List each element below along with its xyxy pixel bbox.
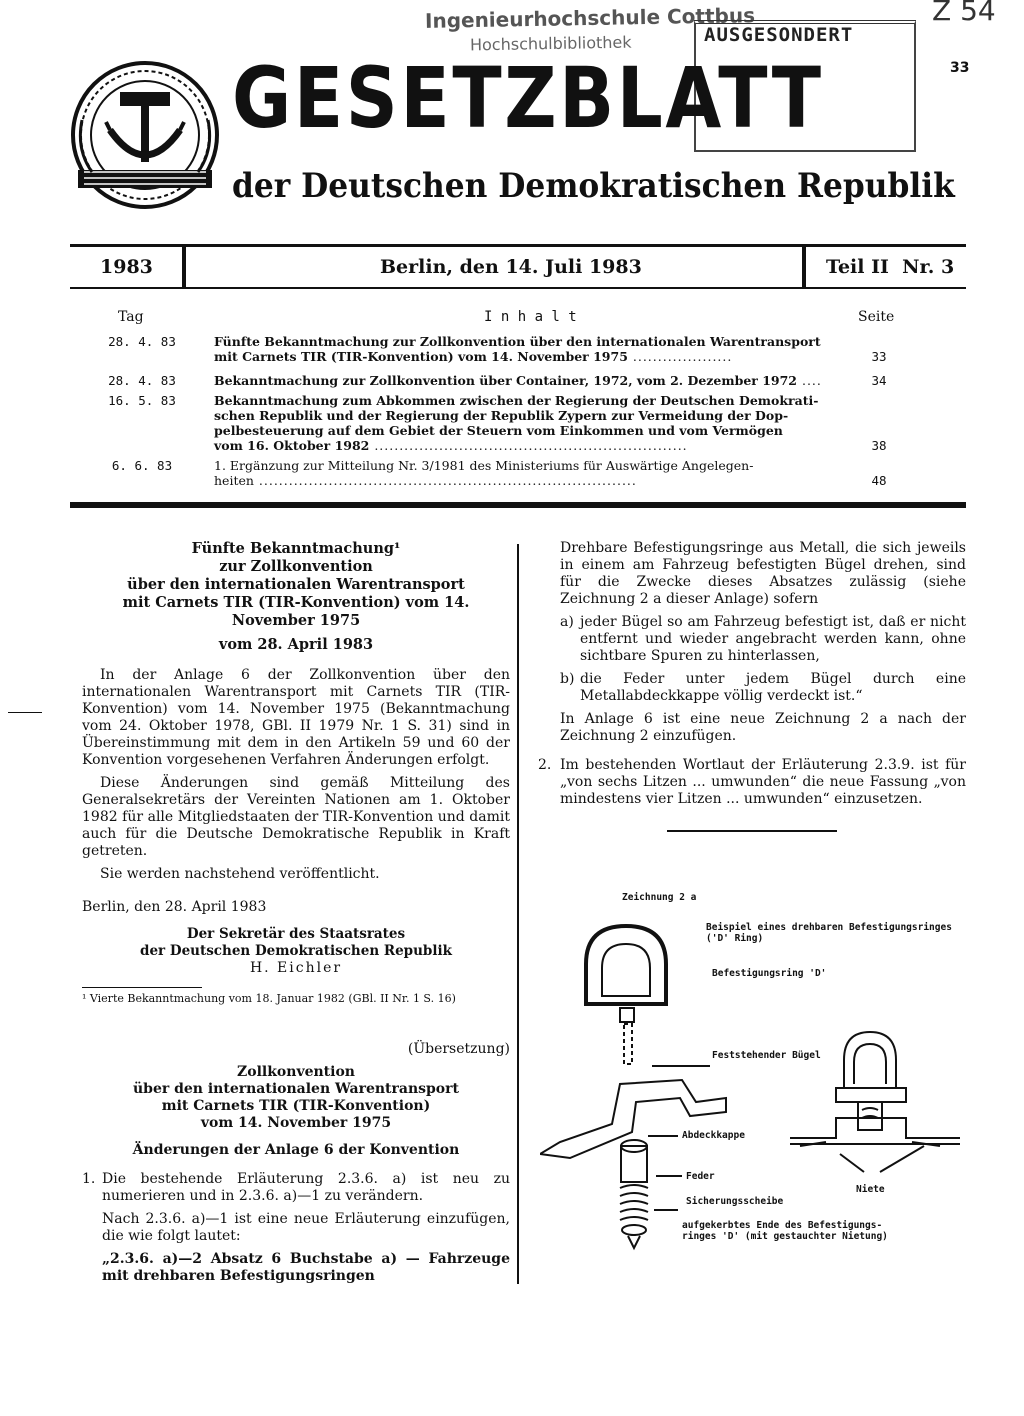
item-number: 2.	[538, 757, 552, 773]
figure-caption-example	[706, 922, 952, 944]
translation-note: (Übersetzung)	[407, 1041, 510, 1057]
list-item-a	[538, 614, 966, 665]
masthead-title: GESETZBLATT	[232, 49, 824, 147]
paragraph: Im bestehenden Wortlaut der Erläuterung 2.3.9. ist für „von sechs Litzen ... umwunden“ die neue Fassung „von mindestens vier Litzen ... umwunden“ einzusetzen.	[560, 757, 966, 807]
library-stamp-line1: Ingenieurhochschule Cottbus	[424, 3, 756, 33]
paragraph: jeder Bügel so am Fahrzeug befestigt ist, daß er nicht entfernt und wieder angebracht werden kann, ohne sichtbare Spuren zu hinterlassen,	[580, 614, 966, 664]
gdr-emblem-icon	[70, 60, 220, 210]
status-stamp: AUSGESONDERT	[704, 24, 854, 46]
label-bracket: Feststehender Bügel	[712, 1050, 821, 1061]
toc-header-date: Tag	[118, 309, 144, 325]
toc-entry-title: Bekanntmachung zum Abkommen zwischen der Regierung der Deutschen Demokrati- schen Republik und der Regierung der Republik Zypern zur Vermeidung der Dop- pelbesteuerung auf dem Gebiet der Steuern vom Einkommen und vom Vermögen vom 16. Oktober 1982 ...............................................................	[214, 393, 826, 453]
label-ring: Befestigungsring 'D'	[712, 968, 827, 979]
paragraph: In der Anlage 6 der Zollkonvention über den internationalen Warentransport mit Carnets TIR (TIR-Konvention) vom 14. November 1975 (Bekanntmachung vom 24. Oktober 1978, GBl. II 1979 Nr. 1 S. 31) sind in Übereinstimmung mit dem in den Artikeln 59 und 60 der Konvention vorgesehenen Verfahren Änderungen erfolgt.	[82, 667, 510, 768]
toc-line: Bekanntmachung zur Zollkonvention über Container, 1972, vom 2. Dezember 1972	[214, 373, 797, 388]
place-date: Berlin, den 28. April 1983	[82, 899, 267, 915]
heading-line: mit Carnets TIR (TIR-Konvention)	[161, 1098, 431, 1114]
announcement-heading	[82, 540, 510, 630]
toc-line: heiten	[214, 473, 254, 488]
issue-info-bar	[70, 244, 966, 289]
figure-title: Zeichnung 2 a	[622, 892, 697, 903]
item-label: b)	[560, 671, 575, 687]
toc-entry-title: 1. Ergänzung zur Mitteilung Nr. 3/1981 des Ministeriums für Auswärtige Angelegen- heiten ............................................................................	[214, 458, 826, 488]
label-spring: Feder	[686, 1171, 715, 1182]
signatory-line: Der Sekretär des Staatsrates	[186, 926, 406, 942]
paragraph: In Anlage 6 ist eine neue Zeichnung 2 a nach der Zeichnung 2 einzufügen.	[560, 711, 966, 744]
heading-line: vom 14. November 1975	[200, 1115, 392, 1131]
amendments-heading: Änderungen der Anlage 6 der Konvention	[132, 1142, 460, 1158]
paragraph: Diese Änderungen sind gemäß Mitteilung des Generalsekretärs der Vereinten Nationen am 1. Oktober 1982 für alle Mitgliedstaaten der TIR-Konvention und damit auch für die Deutsche Demokratische Republik in Kraft getreten.	[82, 775, 510, 859]
caption-line: Beispiel eines drehbaren Befestigungsringes	[706, 922, 952, 933]
toc-entry-date: 6. 6. 83	[111, 458, 173, 473]
quote: „2.3.6. a)—2 Absatz 6 Buchstabe a) — Fahrzeuge mit drehbaren Befestigungsringen	[102, 1251, 510, 1284]
toc-entry-title: Bekanntmachung zur Zollkonvention über Container, 1972, vom 2. Dezember 1972 ....	[214, 373, 822, 388]
toc-entry-date: 28. 4. 83	[108, 334, 176, 349]
toc-entry-page: 34	[871, 373, 887, 388]
toc-line: Fünfte Bekanntmachung zur Zollkonvention über den internationalen Warentransport	[214, 334, 821, 349]
masthead-subtitle: der Deutschen Demokratischen Republik	[232, 166, 955, 206]
paragraph: Nach 2.3.6. a)—1 ist eine neue Erläuterung einzufügen, die wie folgt lautet:	[102, 1211, 510, 1244]
label-rivet: Niete	[856, 1184, 885, 1195]
heading-line: Fünfte Bekanntmachung¹	[191, 540, 401, 557]
left-column	[82, 540, 510, 1291]
heading-line: Zollkonvention	[237, 1064, 355, 1080]
issue-year: 1983	[100, 256, 153, 278]
issue-part: Teil II Nr. 3	[826, 256, 955, 278]
toc-header-page: Seite	[858, 309, 895, 325]
paragraph: Sie werden nachstehend veröffentlicht.	[100, 866, 380, 882]
heading-line: mit Carnets TIR (TIR-Konvention) vom 14. November 1975	[122, 594, 470, 629]
toc-line: vom 16. Oktober 1982	[214, 438, 370, 453]
paragraph: Die bestehende Erläuterung 2.3.6. a) ist neu zu numerieren und in 2.3.6. a)—1 zu verändern.	[102, 1171, 510, 1204]
list-item-b	[538, 671, 966, 705]
toc-header-title: I n h a l t	[484, 309, 577, 325]
label-cap: Abdeckkappe	[682, 1130, 745, 1141]
label-end	[682, 1220, 888, 1242]
margin-mark	[8, 712, 42, 713]
figure-zeichnung-2a	[540, 884, 980, 1254]
convention-heading	[82, 1064, 510, 1132]
footnote-rule	[82, 987, 202, 988]
toc-entry-title: Fünfte Bekanntmachung zur Zollkonvention über den internationalen Warentransport mit Carnets TIR (TIR-Konvention) vom 14. November 1975 ....................	[214, 334, 826, 364]
item-label: a)	[560, 614, 574, 630]
amendment-item-2	[538, 757, 966, 808]
toc-line: Bekanntmachung zum Abkommen zwischen der Regierung der Deutschen Demokrati-	[214, 393, 819, 408]
paragraph: die Feder unter jedem Bügel durch eine Metallabdeckkappe völlig verdeckt ist.“	[580, 671, 966, 704]
announcement-date: vom 28. April 1983	[218, 636, 374, 653]
toc-line: schen Republik und der Regierung der Republik Zypern zur Vermeidung der Dop-	[214, 408, 789, 423]
signatory-line: der Deutschen Demokratischen Republik	[140, 943, 452, 959]
heading-line: zur Zollkonvention	[219, 558, 373, 575]
caption-line: ('D' Ring)	[706, 933, 764, 944]
toc-entry-page: 33	[871, 349, 887, 364]
right-column	[538, 540, 966, 832]
caption-line: ringes 'D' (mit gestauchter Nietung)	[682, 1231, 888, 1242]
label-washer: Sicherungsscheibe	[686, 1196, 784, 1207]
section-divider	[70, 502, 966, 508]
toc-entry-date: 28. 4. 83	[108, 373, 176, 388]
toc-line: pelbesteuerung auf dem Gebiet der Steuern vom Einkommen und vom Vermögen	[214, 423, 783, 438]
handwritten-note: Z 54	[932, 0, 996, 27]
signatory-title	[82, 926, 510, 960]
caption-line: aufgekerbtes Ende des Befestigungs-	[682, 1220, 883, 1231]
paragraph: Drehbare Befestigungsringe aus Metall, die sich jeweils in einem am Fahrzeug befestigten Bügel drehen, sind für die Zwecke dieses Absatzes zulässig (siehe Zeichnung 2 a dieser Anlage) sofern	[560, 540, 966, 607]
heading-line: über den internationalen Warentransport	[127, 576, 465, 593]
column-divider	[517, 544, 519, 1284]
bar-divider	[182, 247, 186, 287]
toc-entry-page: 48	[871, 473, 887, 488]
toc-entry-date: 16. 5. 83	[108, 393, 176, 408]
page-number: 33	[950, 60, 970, 76]
section-rule	[667, 830, 837, 832]
bar-divider	[802, 247, 806, 287]
issue-place-date: Berlin, den 14. Juli 1983	[380, 256, 642, 278]
heading-line: über den internationalen Warentransport	[132, 1081, 459, 1097]
toc-entry-page: 38	[871, 438, 887, 453]
item-number: 1.	[82, 1171, 96, 1187]
signatory-name: H. Eichler	[249, 960, 343, 976]
amendment-item-1	[82, 1171, 510, 1285]
footnote: ¹ Vierte Bekanntmachung vom 18. Januar 1982 (GBl. II Nr. 1 S. 16)	[82, 992, 456, 1005]
toc-line: mit Carnets TIR (TIR-Konvention) vom 14. November 1975	[214, 349, 628, 364]
library-stamp-line2: Hochschulbibliothek	[469, 32, 632, 55]
toc-line: 1. Ergänzung zur Mitteilung Nr. 3/1981 des Ministeriums für Auswärtige Angelegen-	[214, 458, 754, 473]
